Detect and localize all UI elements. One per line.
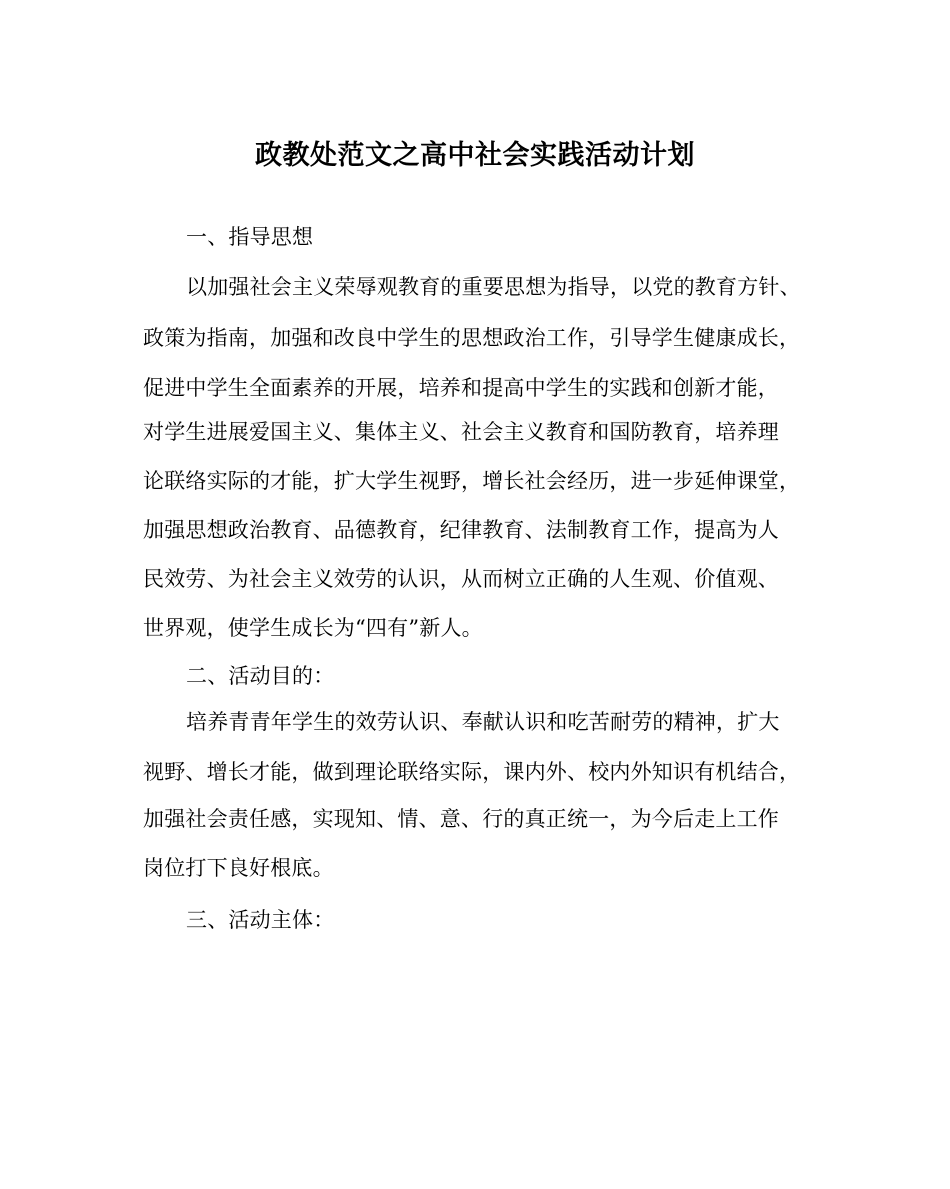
- paragraph-line: 以加强社会主义荣辱观教育的重要思想为指导，以党的教育方针、: [186, 275, 801, 299]
- paragraph-line: 岗位打下良好根底。: [143, 856, 334, 880]
- paragraph-line: 民效劳、为社会主义效劳的认识，从而树立正确的人生观、价值观、: [143, 567, 779, 591]
- paragraph-line: 对学生进展爱国主义、集体主义、社会主义教育和国防教育，培养理: [143, 420, 779, 444]
- paragraph-line: 论联络实际的才能，扩大学生视野，增长社会经历，进一步延伸课堂，: [143, 469, 801, 493]
- document-title: 政教处范文之高中社会实践活动计划: [255, 140, 695, 171]
- section-heading-guiding-thought: 一、指导思想: [186, 225, 314, 249]
- paragraph-line: 加强思想政治教育、品德教育，纪律教育、法制教育工作，提高为人: [143, 518, 779, 542]
- paragraph-line: 培养青青年学生的效劳认识、奉献认识和吃苦耐劳的精神，扩大: [186, 710, 780, 734]
- section-heading-activity-purpose: 二、活动目的：: [186, 664, 335, 688]
- paragraph-line: 世界观，使学生成长为“四有”新人。: [143, 616, 483, 640]
- paragraph-line: 加强社会责任感，实现知、情、意、行的真正统一，为今后走上工作: [143, 807, 779, 831]
- section-heading-activity-subject: 三、活动主体：: [186, 908, 335, 932]
- paragraph-line: 政策为指南，加强和改良中学生的思想政治工作，引导学生健康成长，: [143, 326, 801, 350]
- paragraph-line: 促进中学生全面素养的开展，培养和提高中学生的实践和创新才能，: [143, 376, 779, 400]
- paragraph-line: 视野、增长才能，做到理论联络实际，课内外、校内外知识有机结合，: [143, 760, 801, 784]
